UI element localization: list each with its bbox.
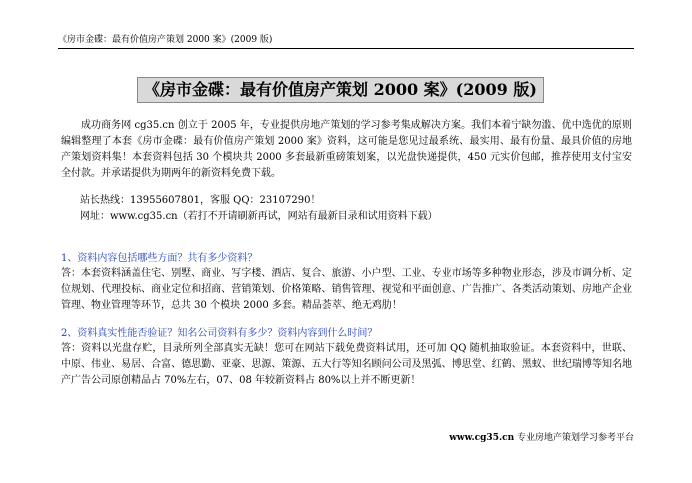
- contact-website: 网址：www.cg35.cn（若打不开请刷新再试，网站有最新目录和试用资料下载）: [80, 211, 438, 222]
- document-title: 《房市金碟：最有价值房产策划 2000 案》(2009 版): [137, 77, 544, 103]
- faq-answer-1: 答：本套资料涵盖住宅、别墅、商业、写字楼、酒店、复合、旅游、小户型、工业、专业市场等多种物业形态，涉及市调分析、定位规划、代理投标、商业定位和招商、营销策划、价格策略、销售管理、视觉和平面创意、广告推广、各类活动策划、房地产企业管理、物业管理等环节，总共 30 个模块 2000 多套。精品荟萃、绝无鸡肋！: [61, 268, 632, 311]
- page-footer: [449, 432, 634, 444]
- contact-hotline: 站长热线：13955607801，客服 QQ：23107290！: [80, 195, 321, 206]
- footer-tagline: 专业房地产策划学习参考平台: [514, 433, 634, 443]
- intro-paragraph: 成功商务网 cg35.cn 创立于 2005 年，专业提供房地产策划的学习参考集成解决方案。我们本着宁缺勿滥、优中选优的原则编辑整理了本套《房市金碟：最有价值房产策划 2000 案》资料，这可能是您见过最系统、最实用、最有份量、最具价值的房地产策划资料集！本套资料包括 30 个模块共 2000 多套最新重磅策划案，以光盘快递提供，450 元实价包邮，推荐使用支付宝安全付款。并承诺提供为期两年的新资料免费下载。: [61, 120, 632, 179]
- faq-question-1: 1、资料内容包括哪些方面？共有多少资料？: [61, 253, 258, 264]
- faq-answer-2: 答：资料以光盘存贮，目录所列全部真实无缺！您可在网站下载免费资料试用，还可加 QQ 随机抽取验证。本套资料中，世联、中原、伟业、易居、合富、德思勤、亚豪、思源、策源、五大行等知名顾问公司及黑弧、博思堂、红鹤、黑蚁、世纪瑞博等知名地产广告公司原创精品占 70%左右，07、08 年较新资料占 80%以上并不断更新！: [61, 343, 632, 386]
- footer-site-link[interactable]: www.cg35.cn: [449, 433, 515, 443]
- page-header: 《房市金碟：最有价值房产策划 2000 案》(2009 版): [58, 34, 634, 49]
- faq-question-2: 2、资料真实性能否验证？知名公司资料有多少？资料内容到什么时间？: [61, 328, 378, 339]
